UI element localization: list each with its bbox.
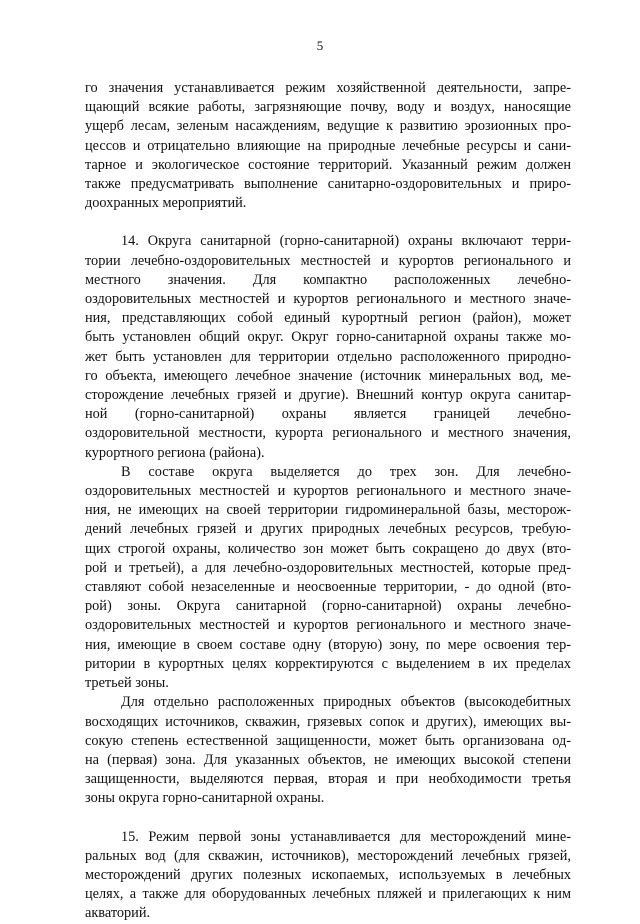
text-line: месторождений других полезных ископаемых, используемых в лечебных (85, 866, 571, 883)
text-line: рой) зоны. Округа санитарной (горно-санитарной) охраны лечебно- (85, 598, 571, 615)
text-line: ральных вод (для скважин, источников), месторождений лечебных грязей, (85, 847, 571, 864)
text-line: оздоровительной местности, курорта регионального и местного значения, (85, 425, 571, 442)
text-line: восходящих источников, скважин, грязевых сопок и других), имеющих вы- (85, 713, 571, 730)
text-line: зоны округа горно-санитарной охраны. (85, 790, 325, 807)
text-line: ритории в курортных целях корректируются с выделением в их пределах (85, 655, 571, 672)
text-line: защищенности, выделяются первая, вторая и при необходимости третья (85, 771, 571, 788)
text-line: цессов и отрицательно влияющие на природные лечебные ресурсы и сани- (85, 137, 571, 154)
paragraph-gap (85, 213, 571, 232)
text-line: сокую степень естественной защищенности, может быть организована од- (85, 732, 571, 749)
text-line: также предусматривать выполнение санитарно-оздоровительных и приро- (85, 176, 571, 193)
paragraph-continuation (85, 79, 571, 213)
page-number: 5 (316, 38, 324, 53)
paragraph-item-15 (85, 828, 571, 924)
text-line: оздоровительных местностей и курортов регионального и местного значе- (85, 617, 571, 634)
text-line: оздоровительных местностей и курортов регионального и местного значе- (85, 483, 571, 500)
text-line: Для отдельно расположенных природных объектов (высокодебитных (121, 694, 571, 711)
text-line: целях, а также для оборудованных лечебных пляжей и прилегающих к ним (85, 886, 571, 903)
text-line: ния, представляющих собой единый курортный регион (район), может (85, 310, 571, 327)
text-line: быть установлен общий округ. Округ горно-санитарной охраны также мо- (85, 329, 571, 346)
text-line: 14. Округа санитарной (горно-санитарной) охраны включают терри- (121, 233, 571, 250)
text-line: оздоровительных местностей и курортов регионального и местного значе- (85, 291, 571, 308)
text-line: В составе округа выделяется до трех зон. Для лечебно- (121, 463, 571, 480)
text-line: тарное и экологическое состояние территорий. Указанный режим должен (85, 156, 571, 173)
text-line: щающий всякие работы, загрязняющие почву, воду и воздух, наносящие (85, 99, 571, 116)
text-line: местного значения. Для компактно расположенных лечебно- (85, 271, 571, 288)
paragraph-natural-objects (85, 693, 571, 808)
text-line: щих строгой охраны, количество зон может быть сокращено до двух (вто- (85, 540, 571, 557)
text-line: го значения устанавливается режим хозяйственной деятельности, запре- (85, 80, 571, 96)
text-line: дений лечебных грязей и других природных лечебных ресурсов, требую- (85, 521, 571, 538)
text-line: ущерб лесам, зеленым насаждениям, ведущие к развитию эрозионных про- (85, 118, 571, 135)
text-line: акваторий. (85, 905, 151, 922)
text-line: жет быть установлен для территории отдельно расположенного природно- (85, 348, 571, 365)
text-line: тории лечебно-оздоровительных местностей и курортов регионального и (85, 252, 571, 269)
text-line: ставляют собой незаселенные и неосвоенные территории, - до одной (вто- (85, 579, 571, 596)
paragraph-zones (85, 463, 571, 693)
text-line: рой и третьей), а для лечебно-оздоровительных местностей, которые пред- (85, 559, 571, 576)
text-line: курортного региона (района). (85, 444, 265, 461)
paragraph-item-14 (85, 232, 571, 462)
text-line: на (первая) зона. Для указанных объектов, не имеющих высокой степени (85, 751, 571, 768)
document-body (85, 79, 571, 924)
text-line: ния, имеющие в своем составе одну (вторую) зону, по мере освоения тер- (85, 636, 571, 653)
text-line: доохранных мероприятий. (85, 195, 247, 212)
text-line: сторождение лечебных грязей и другие). Внешний контур округа санитар- (85, 387, 571, 404)
text-line: 15. Режим первой зоны устанавливается для месторождений мине- (121, 828, 571, 845)
text-line: ния, не имеющих на своей территории гидроминеральной базы, месторож- (85, 502, 571, 519)
paragraph-gap (85, 809, 571, 828)
text-line: го объекта, имеющего лечебное значение (источник минеральных вод, ме- (85, 367, 571, 384)
text-line: ной (горно-санитарной) охраны является границей лечебно- (85, 406, 571, 423)
text-line: третьей зоны. (85, 675, 169, 692)
